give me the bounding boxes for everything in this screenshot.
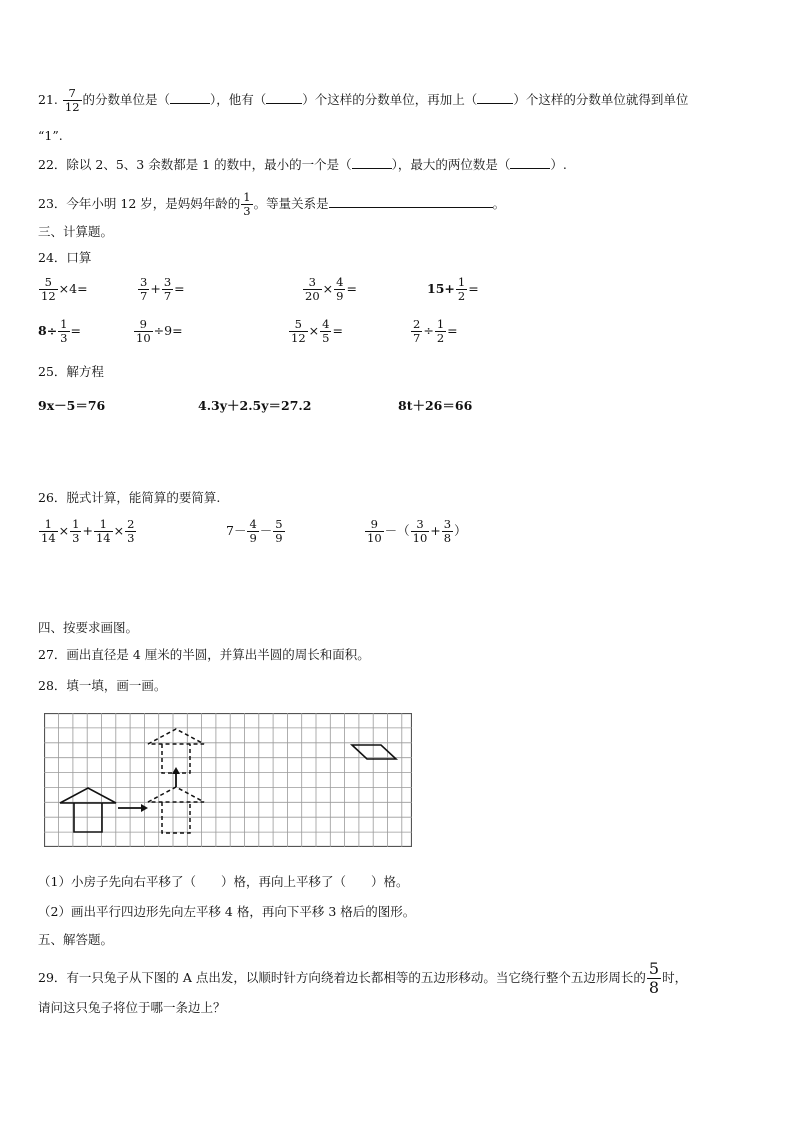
grid-lines: [44, 713, 412, 847]
q21-text1: 的分数单位是（: [82, 92, 171, 107]
q22: [38, 156, 567, 174]
q23: [38, 191, 505, 218]
q25-equation-1: 9x－5＝76: [38, 398, 106, 413]
section-5-heading: 五、解答题。: [38, 932, 114, 947]
q25-equation-2: 4.3y＋2.5y＝27.2: [198, 398, 312, 413]
q28-subquestion-1: （1）小房子先向右平移了（ ）格，再向上平移了（ ）格。: [38, 874, 409, 889]
q23-text-b: 。等量关系是: [253, 196, 329, 211]
arrow-right-icon: [118, 804, 148, 812]
q28-subquestion-2: （2）画出平行四边形先向左平移 4 格，再向下平移 3 格后的图形。: [38, 904, 416, 919]
q26-title: 26．脱式计算，能简算的要简算.: [38, 490, 221, 505]
q29-line2: 请问这只兔子将位于哪一条边上？: [38, 1000, 226, 1015]
q21-number: 21.: [38, 92, 58, 107]
q25-equation-3: 8t＋26＝66: [398, 398, 473, 413]
q22-text-b: ），最大的两位数是（: [391, 157, 511, 172]
q24-r2c3: $\frac{5}{12}$ × $\frac{4}{5}$ =: [291, 317, 343, 345]
q24-r2c4: $\frac{2}{7}$ ÷ $\frac{1}{2}$ =: [413, 317, 458, 345]
q26-expression-3: $\frac{9}{10}$ －（ $\frac{3}{10}$ + $\frac{3}{8}$ ）: [367, 517, 467, 545]
q26-expression-1: $\frac{1}{14}$ × $\frac{1}{3}$ + $\frac{1}{14}$ × $\frac{2}{3}$: [41, 517, 135, 545]
q29-fraction: $\frac{5}{8}$: [648, 959, 660, 997]
q27-text: 27．画出直径是 4 厘米的半圆，并算出半圆的周长和面积。: [38, 647, 370, 662]
q21-fraction: $\frac{7}{12}$: [64, 86, 80, 114]
section-4-heading: 四、按要求画图。: [38, 620, 139, 635]
q23-text-a: 23．今年小明 12 岁，是妈妈年龄的: [38, 196, 241, 211]
q24-title: 24．口算: [38, 250, 92, 265]
q28-title: 28．填一填，画一画。: [38, 678, 167, 693]
q21-blank1[interactable]: [170, 91, 210, 104]
q22-blank2[interactable]: [510, 156, 550, 169]
q24-r1c2: $\frac{3}{7}$ + $\frac{3}{7}$ =: [140, 275, 185, 303]
q24-r1c4: 15+ $\frac{1}{2}$ =: [427, 275, 479, 303]
translation-grid-figure: [44, 713, 412, 847]
q29-text-b: 时，: [662, 970, 688, 985]
q21-text3: ）个这样的分数单位，再加上（: [302, 92, 478, 107]
q25-title: 25．解方程: [38, 364, 104, 379]
q24-r1c1: $\frac{5}{12}$ ×4=: [41, 275, 88, 303]
section-3-heading: 三、计算题。: [38, 224, 114, 239]
q29-line1: [38, 960, 687, 997]
q23-blank[interactable]: [329, 195, 493, 208]
q21-line1: [38, 87, 688, 114]
house-original: [60, 788, 116, 832]
q29-text-a: 29．有一只兔子从下图的 A 点出发，以顺时针方向绕着边长都相等的五边形移动。当它绕行整个五边形周长的: [38, 970, 646, 985]
q21-text2: ），他有（: [210, 92, 267, 107]
q21-line2: “1”.: [38, 128, 63, 143]
q21-text4: ）个这样的分数单位就得到单位: [513, 92, 689, 107]
q22-text-c: ）.: [550, 157, 567, 172]
q24-r1c3: $\frac{3}{20}$ × $\frac{4}{9}$ =: [305, 275, 357, 303]
q26-expression-2: 7－ $\frac{4}{9}$ － $\frac{5}{9}$: [226, 517, 283, 545]
q22-text-a: 22．除以 2、5、3 余数都是 1 的数中，最小的一个是（: [38, 157, 352, 172]
q21-blank3[interactable]: [477, 91, 513, 104]
q23-text-c: 。: [492, 196, 506, 211]
q23-fraction: $\frac{1}{3}$: [243, 190, 251, 218]
q24-r2c2: $\frac{9}{10}$ ÷9=: [136, 317, 183, 345]
house-moved-up: [148, 729, 204, 773]
house-moved-right: [148, 787, 204, 833]
q24-r2c1: 8÷ $\frac{1}{3}$ =: [38, 317, 81, 345]
q21-blank2[interactable]: [266, 91, 302, 104]
q22-blank1[interactable]: [352, 156, 392, 169]
